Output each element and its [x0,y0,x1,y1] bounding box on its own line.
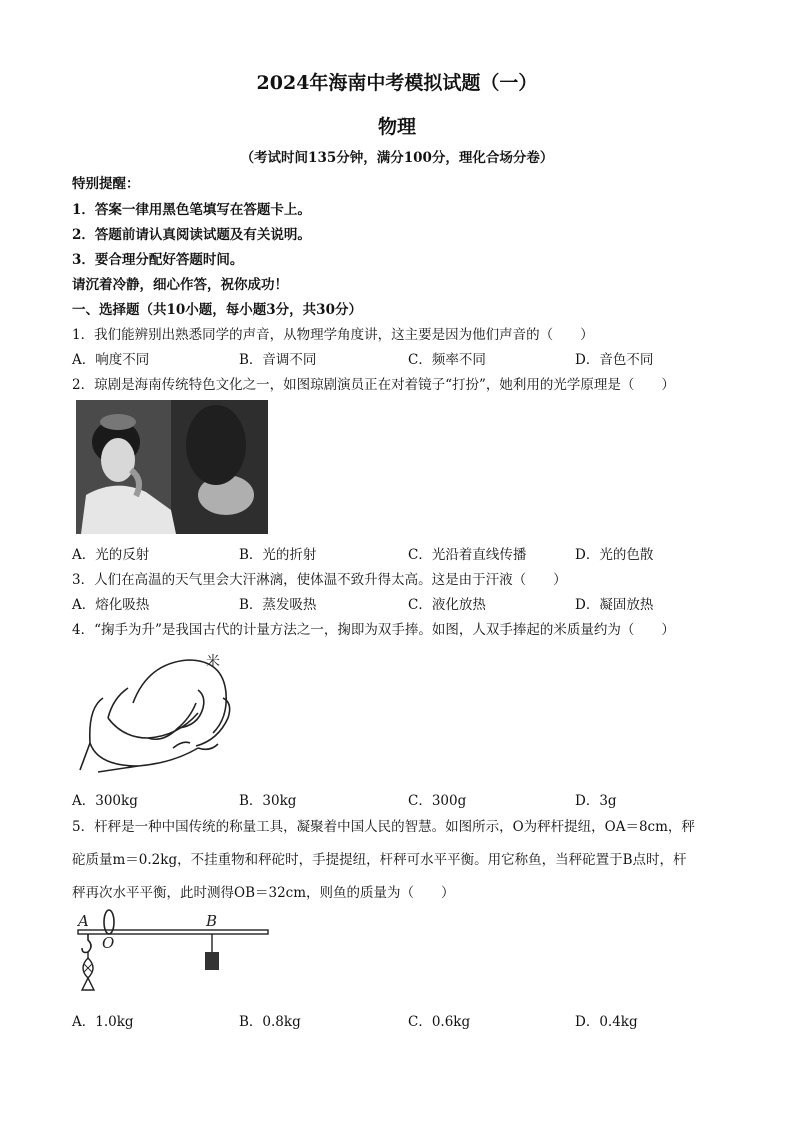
steelyard-figure [74,906,274,996]
label-a: A [78,912,89,930]
label-o: O [102,934,115,952]
hands-rice-figure [78,648,238,773]
option-d: D．凝固放热 [575,597,654,613]
question-5-stem-line-2: 砣质量m＝0.2kg，不挂重物和秤砣时，手提提纽，杆秤可水平平衡。用它称鱼，当秤砣置于B点时，杆 [72,852,687,868]
question-3-stem: 3．人们在高温的天气里会大汗淋漓，使体温不致升得太高。这是由于汗液（ ） [72,572,567,588]
option-c: C．300g [408,793,467,809]
reminder-heading: 特别提醒： [72,176,140,192]
reminder-item: 2．答题前请认真阅读试题及有关说明。 [72,227,311,243]
question-5-stem-line-1: 5．杆秤是一种中国传统的称量工具，凝聚着中国人民的智慧。如图所示，O为秤杆提纽，OA＝8cm，秤 [72,819,695,835]
reminder-item: 3．要合理分配好答题时间。 [72,252,244,268]
exam-title: 2024年海南中考模拟试题（一） [256,72,538,94]
option-b: B．蒸发吸热 [239,597,317,613]
exam-note: （考试时间135分钟，满分100分，理化合场分卷） [240,150,554,166]
option-c: C．光沿着直线传播 [408,547,527,563]
opera-actress-image [76,400,268,534]
option-a: A．响度不同 [72,352,150,368]
opera-actress-photo [76,400,268,534]
option-b: B．30kg [239,793,297,809]
option-a: A．光的反射 [72,547,150,563]
option-c: C．0.6kg [408,1014,471,1030]
option-b: B．音调不同 [239,352,317,368]
option-c: C．频率不同 [408,352,486,368]
option-b: B．光的折射 [239,547,317,563]
option-b: B．0.8kg [239,1014,301,1030]
steelyard-drawing [74,906,274,996]
rice-label: 米 [206,654,220,670]
hands-holding-rice-drawing [78,648,238,773]
option-d: D．0.4kg [575,1014,638,1030]
question-4-stem: 4．“掬手为升”是我国古代的计量方法之一，掬即为双手捧。如图，人双手捧起的米质量约为（ ） [72,622,675,638]
question-5-stem-line-3: 秤再次水平平衡，此时测得OB＝32cm，则鱼的质量为（ ） [72,885,455,901]
reminder-closing: 请沉着冷静，细心作答，祝你成功！ [72,277,288,293]
option-c: C．液化放热 [408,597,486,613]
option-d: D．3g [575,793,617,809]
reminder-item: 1．答案一律用黑色笔填写在答题卡上。 [72,202,311,218]
subject-title: 物理 [377,116,416,138]
option-a: A．1.0kg [72,1014,134,1030]
label-b: B [206,912,218,930]
option-d: D．光的色散 [575,547,654,563]
section-heading: 一、选择题（共10小题，每小题3分，共30分） [72,302,362,318]
question-2-stem: 2．琼剧是海南传统特色文化之一，如图琼剧演员正在对着镜子“打扮”，她利用的光学原理是（ ） [72,377,675,393]
question-1-stem: 1．我们能辨别出熟悉同学的声音，从物理学角度讲，这主要是因为他们声音的（ ） [72,327,594,343]
option-a: A．熔化吸热 [72,597,150,613]
option-d: D．音色不同 [575,352,654,368]
option-a: A．300kg [72,793,138,809]
